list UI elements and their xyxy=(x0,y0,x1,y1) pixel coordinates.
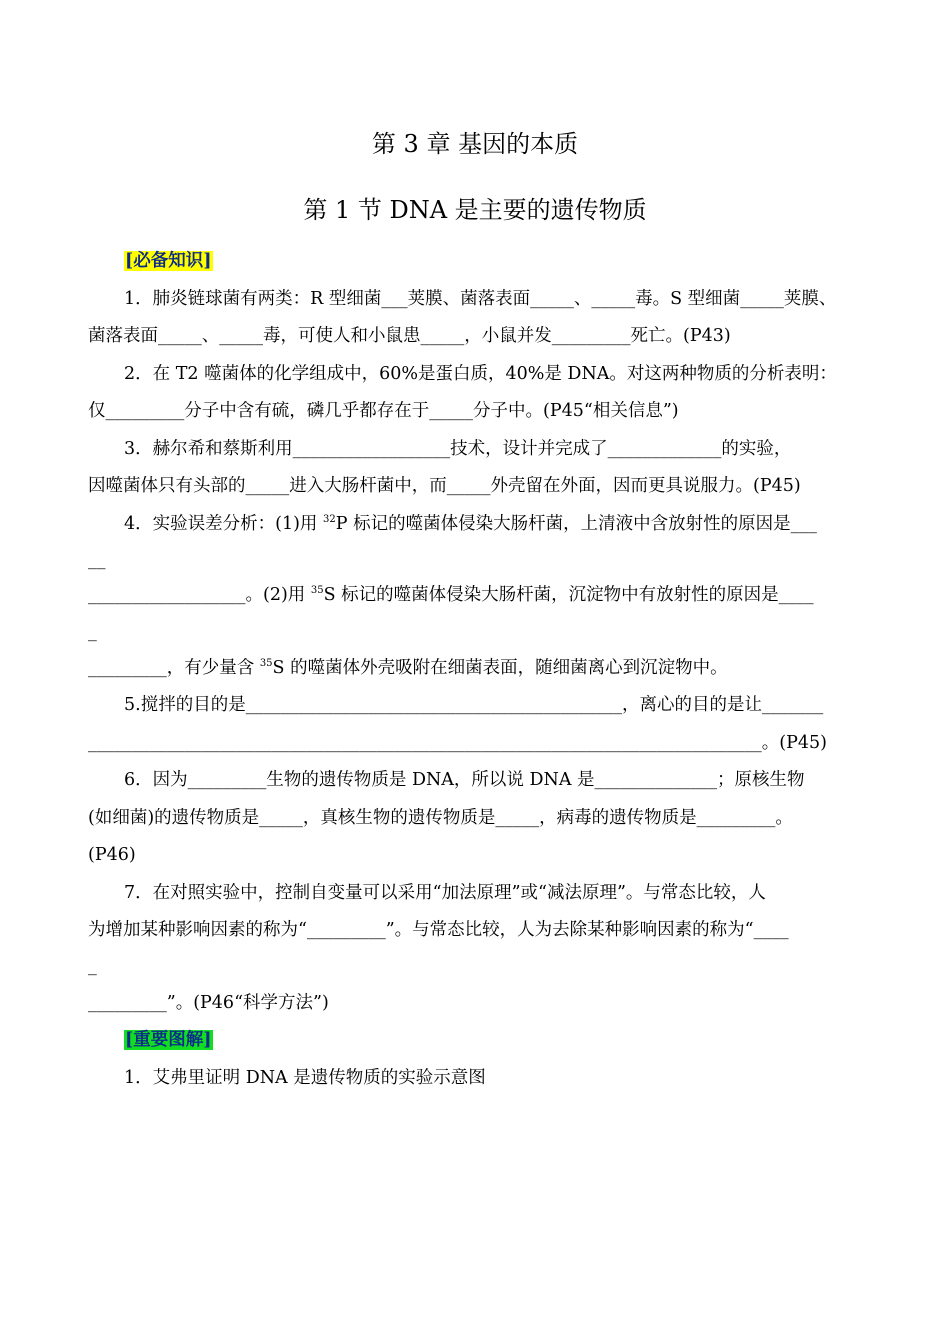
chapter-title: 第 3 章 基因的本质 xyxy=(371,130,579,158)
q4-text-b: P 标记的噬菌体侵染大肠杆菌，上清液中含放射性的原因是___ xyxy=(335,514,817,534)
key-diagram-heading xyxy=(124,1028,213,1052)
q4-text-c: __________________。(2)用 xyxy=(88,585,311,605)
question-1-line-1: 1．肺炎链球菌有两类：R 型细菌___荚膜、菌落表面_____、_____毒。S 型细菌_____荚膜、 xyxy=(124,289,837,309)
key-diagram-tag: [重要图解] xyxy=(125,1030,212,1050)
q4-text-d: S 标记的噬菌体侵染大肠杆菌，沉淀物中有放射性的原因是____ xyxy=(323,585,814,605)
question-2-line-1: 2．在 T2 噬菌体的化学组成中，60%是蛋白质，40%是 DNA。对这两种物质的分析表明： xyxy=(124,364,837,384)
question-6-line-1: 6．因为_________生物的遗传物质是 DNA，所以说 DNA 是______________；原核生物 xyxy=(124,770,805,790)
question-4-line-1 xyxy=(124,512,817,536)
question-7-line-2: 为增加某种影响因素的称为“_________”。与常态比较，人为去除某种影响因素的称为“____ xyxy=(88,920,789,940)
question-7-line-3: _ xyxy=(88,956,97,976)
s35-superscript-2: 35 xyxy=(259,658,273,669)
question-3-line-1: 3．赫尔希和蔡斯利用__________________技术，设计并完成了_____________的实验， xyxy=(124,439,792,459)
question-4-line-2: __ xyxy=(88,550,106,570)
s35-superscript: 35 xyxy=(310,585,324,596)
question-4-line-4: _ xyxy=(88,622,97,642)
q4-text-f: S 的噬菌体外壳吸附在细菌表面，随细菌离心到沉淀物中。 xyxy=(272,658,728,678)
q4-text-a: 4．实验误差分析：(1)用 xyxy=(124,514,323,534)
question-5-line-1: 5.搅拌的目的是___________________________________________，离心的目的是让_______ xyxy=(124,695,824,715)
required-knowledge-tag: [必备知识] xyxy=(125,251,212,271)
question-3-line-2: 因噬菌体只有头部的_____进入大肠杆菌中，而_____外壳留在外面，因而更具说服力。(P45) xyxy=(88,476,801,496)
q4-text-e: _________，有少量含 xyxy=(88,658,260,678)
question-2-line-2: 仅_________分子中含有硫，磷几乎都存在于_____分子中。(P45“相关信息”) xyxy=(88,401,679,421)
question-6-line-2: (如细菌)的遗传物质是_____，真核生物的遗传物质是_____，病毒的遗传物质是_________。 xyxy=(88,808,793,828)
question-4-line-3 xyxy=(88,583,814,607)
section-title: 第 1 节 DNA 是主要的遗传物质 xyxy=(303,196,647,224)
question-5-line-2: _____________________________________________________________________________。(P45) xyxy=(88,733,827,753)
p32-superscript: 32 xyxy=(323,514,336,525)
question-6-line-3: (P46) xyxy=(88,845,136,865)
question-7-line-1: 7．在对照实验中，控制自变量可以采用“加法原理”或“减法原理”。与常态比较，人 xyxy=(124,883,766,903)
question-7-line-4: _________”。(P46“科学方法”) xyxy=(88,993,329,1013)
figure-caption-line: 1．艾弗里证明 DNA 是遗传物质的实验示意图 xyxy=(124,1068,486,1088)
question-4-line-5 xyxy=(88,656,728,680)
required-knowledge-heading xyxy=(124,249,213,273)
question-1-line-2: 菌落表面_____、_____毒，可使人和小鼠患_____，小鼠并发_________死亡。(P43) xyxy=(88,326,731,346)
